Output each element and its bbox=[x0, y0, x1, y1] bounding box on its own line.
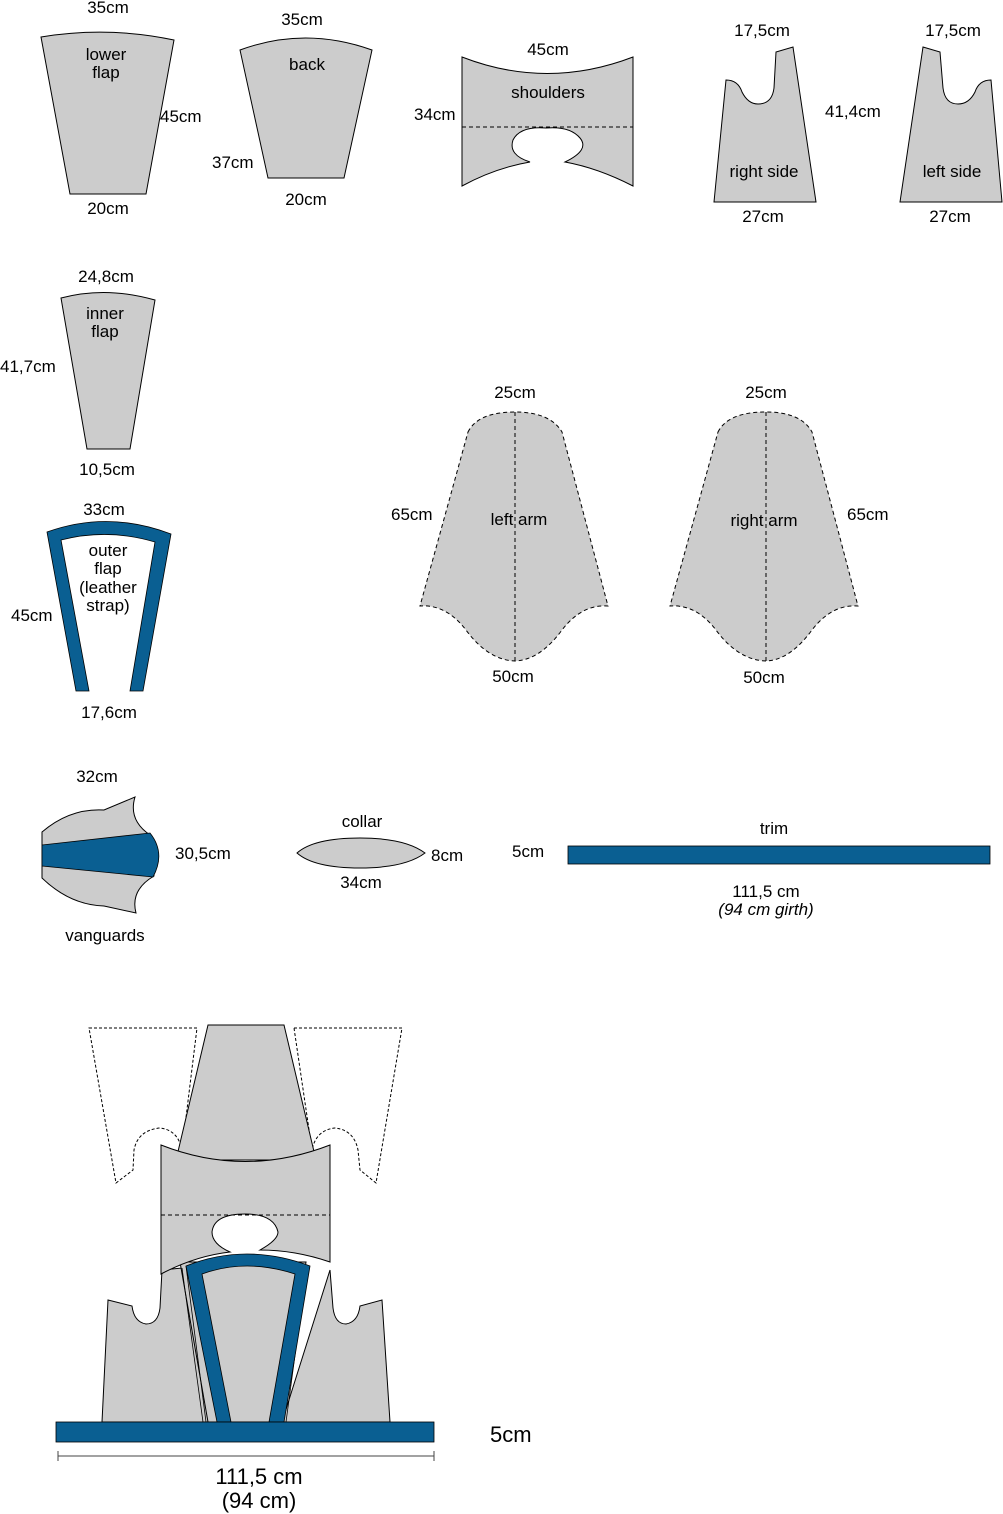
shoulders-side-label: 34cm bbox=[414, 105, 456, 124]
left-arm-name-label: left arm bbox=[490, 510, 548, 529]
lower-flap-side-label: 45cm bbox=[160, 107, 202, 126]
assembly-view bbox=[56, 1025, 532, 1513]
outer-flap-piece bbox=[11, 500, 171, 722]
collar-piece bbox=[297, 812, 463, 892]
shoulders-name-label: shoulders bbox=[511, 83, 585, 102]
sides-height-label: 41,4cm bbox=[825, 102, 881, 121]
outer-flap-name-line2: flap bbox=[94, 559, 122, 578]
lower-flap-name-line1: lower bbox=[85, 45, 127, 64]
inner-flap-name-line2: flap bbox=[91, 322, 119, 341]
shoulders-piece bbox=[414, 40, 633, 186]
left-arm-top-label: 25cm bbox=[494, 383, 536, 402]
back-piece bbox=[212, 10, 372, 209]
right-side-piece bbox=[714, 21, 816, 226]
outer-flap-name-line1: outer bbox=[88, 541, 128, 560]
collar-side-label: 8cm bbox=[431, 846, 464, 865]
left-side-bottom-label: 27cm bbox=[929, 207, 971, 226]
left-arm-side-label: 65cm bbox=[391, 505, 433, 524]
inner-flap-name-line1: inner bbox=[86, 304, 124, 323]
back-name-label: back bbox=[289, 55, 325, 74]
inner-flap-piece bbox=[0, 267, 155, 479]
assembly-girth-label: (94 cm) bbox=[221, 1488, 297, 1513]
inner-flap-bottom-label: 10,5cm bbox=[79, 460, 135, 479]
assembly-height-label: 5cm bbox=[490, 1422, 532, 1447]
back-top-label: 35cm bbox=[281, 10, 323, 29]
left-side-piece bbox=[900, 21, 1002, 226]
vanguards-side-label: 30,5cm bbox=[175, 844, 231, 863]
inner-flap-side-label: 41,7cm bbox=[0, 357, 56, 376]
left-arm-bottom-label: 50cm bbox=[492, 667, 534, 686]
vanguards-piece bbox=[42, 767, 231, 945]
right-side-name-label: right side bbox=[729, 162, 799, 181]
trim-name-label: trim bbox=[759, 819, 789, 838]
outer-flap-bottom-label: 17,6cm bbox=[81, 703, 137, 722]
right-side-top-label: 17,5cm bbox=[734, 21, 790, 40]
trim-piece bbox=[512, 819, 990, 919]
lower-flap-piece bbox=[41, 0, 202, 218]
vanguards-name-label: vanguards bbox=[65, 926, 145, 945]
lower-flap-name-line2: flap bbox=[92, 63, 120, 82]
outer-flap-name-line4: strap) bbox=[86, 596, 130, 615]
vanguards-top-label: 32cm bbox=[76, 767, 118, 786]
lower-flap-top-label: 35cm bbox=[87, 0, 129, 17]
back-bottom-label: 20cm bbox=[285, 190, 327, 209]
right-arm-name-label: right arm bbox=[730, 511, 798, 530]
right-arm-side-label: 65cm bbox=[847, 505, 889, 524]
collar-name-label: collar bbox=[341, 812, 383, 831]
left-arm-piece bbox=[391, 383, 608, 686]
lower-flap-bottom-label: 20cm bbox=[87, 199, 129, 218]
outer-flap-top-label: 33cm bbox=[83, 500, 125, 519]
right-arm-top-label: 25cm bbox=[745, 383, 787, 402]
trim-length-label: 111,5 cm bbox=[732, 882, 800, 901]
right-side-bottom-label: 27cm bbox=[742, 207, 784, 226]
back-side-label: 37cm bbox=[212, 153, 254, 172]
right-arm-piece bbox=[670, 383, 889, 687]
left-side-name-label: left side bbox=[922, 162, 982, 181]
inner-flap-top-label: 24,8cm bbox=[78, 267, 134, 286]
trim-girth-label: (94 cm girth) bbox=[718, 900, 814, 919]
trim-height-label: 5cm bbox=[512, 842, 545, 861]
collar-bottom-label: 34cm bbox=[340, 873, 382, 892]
outer-flap-side-label: 45cm bbox=[11, 606, 53, 625]
left-side-top-label: 17,5cm bbox=[925, 21, 981, 40]
right-arm-bottom-label: 50cm bbox=[743, 668, 785, 687]
assembly-length-label: 111,5 cm bbox=[215, 1464, 303, 1489]
outer-flap-name-line3: (leather bbox=[79, 578, 137, 597]
shoulders-top-label: 45cm bbox=[527, 40, 569, 59]
